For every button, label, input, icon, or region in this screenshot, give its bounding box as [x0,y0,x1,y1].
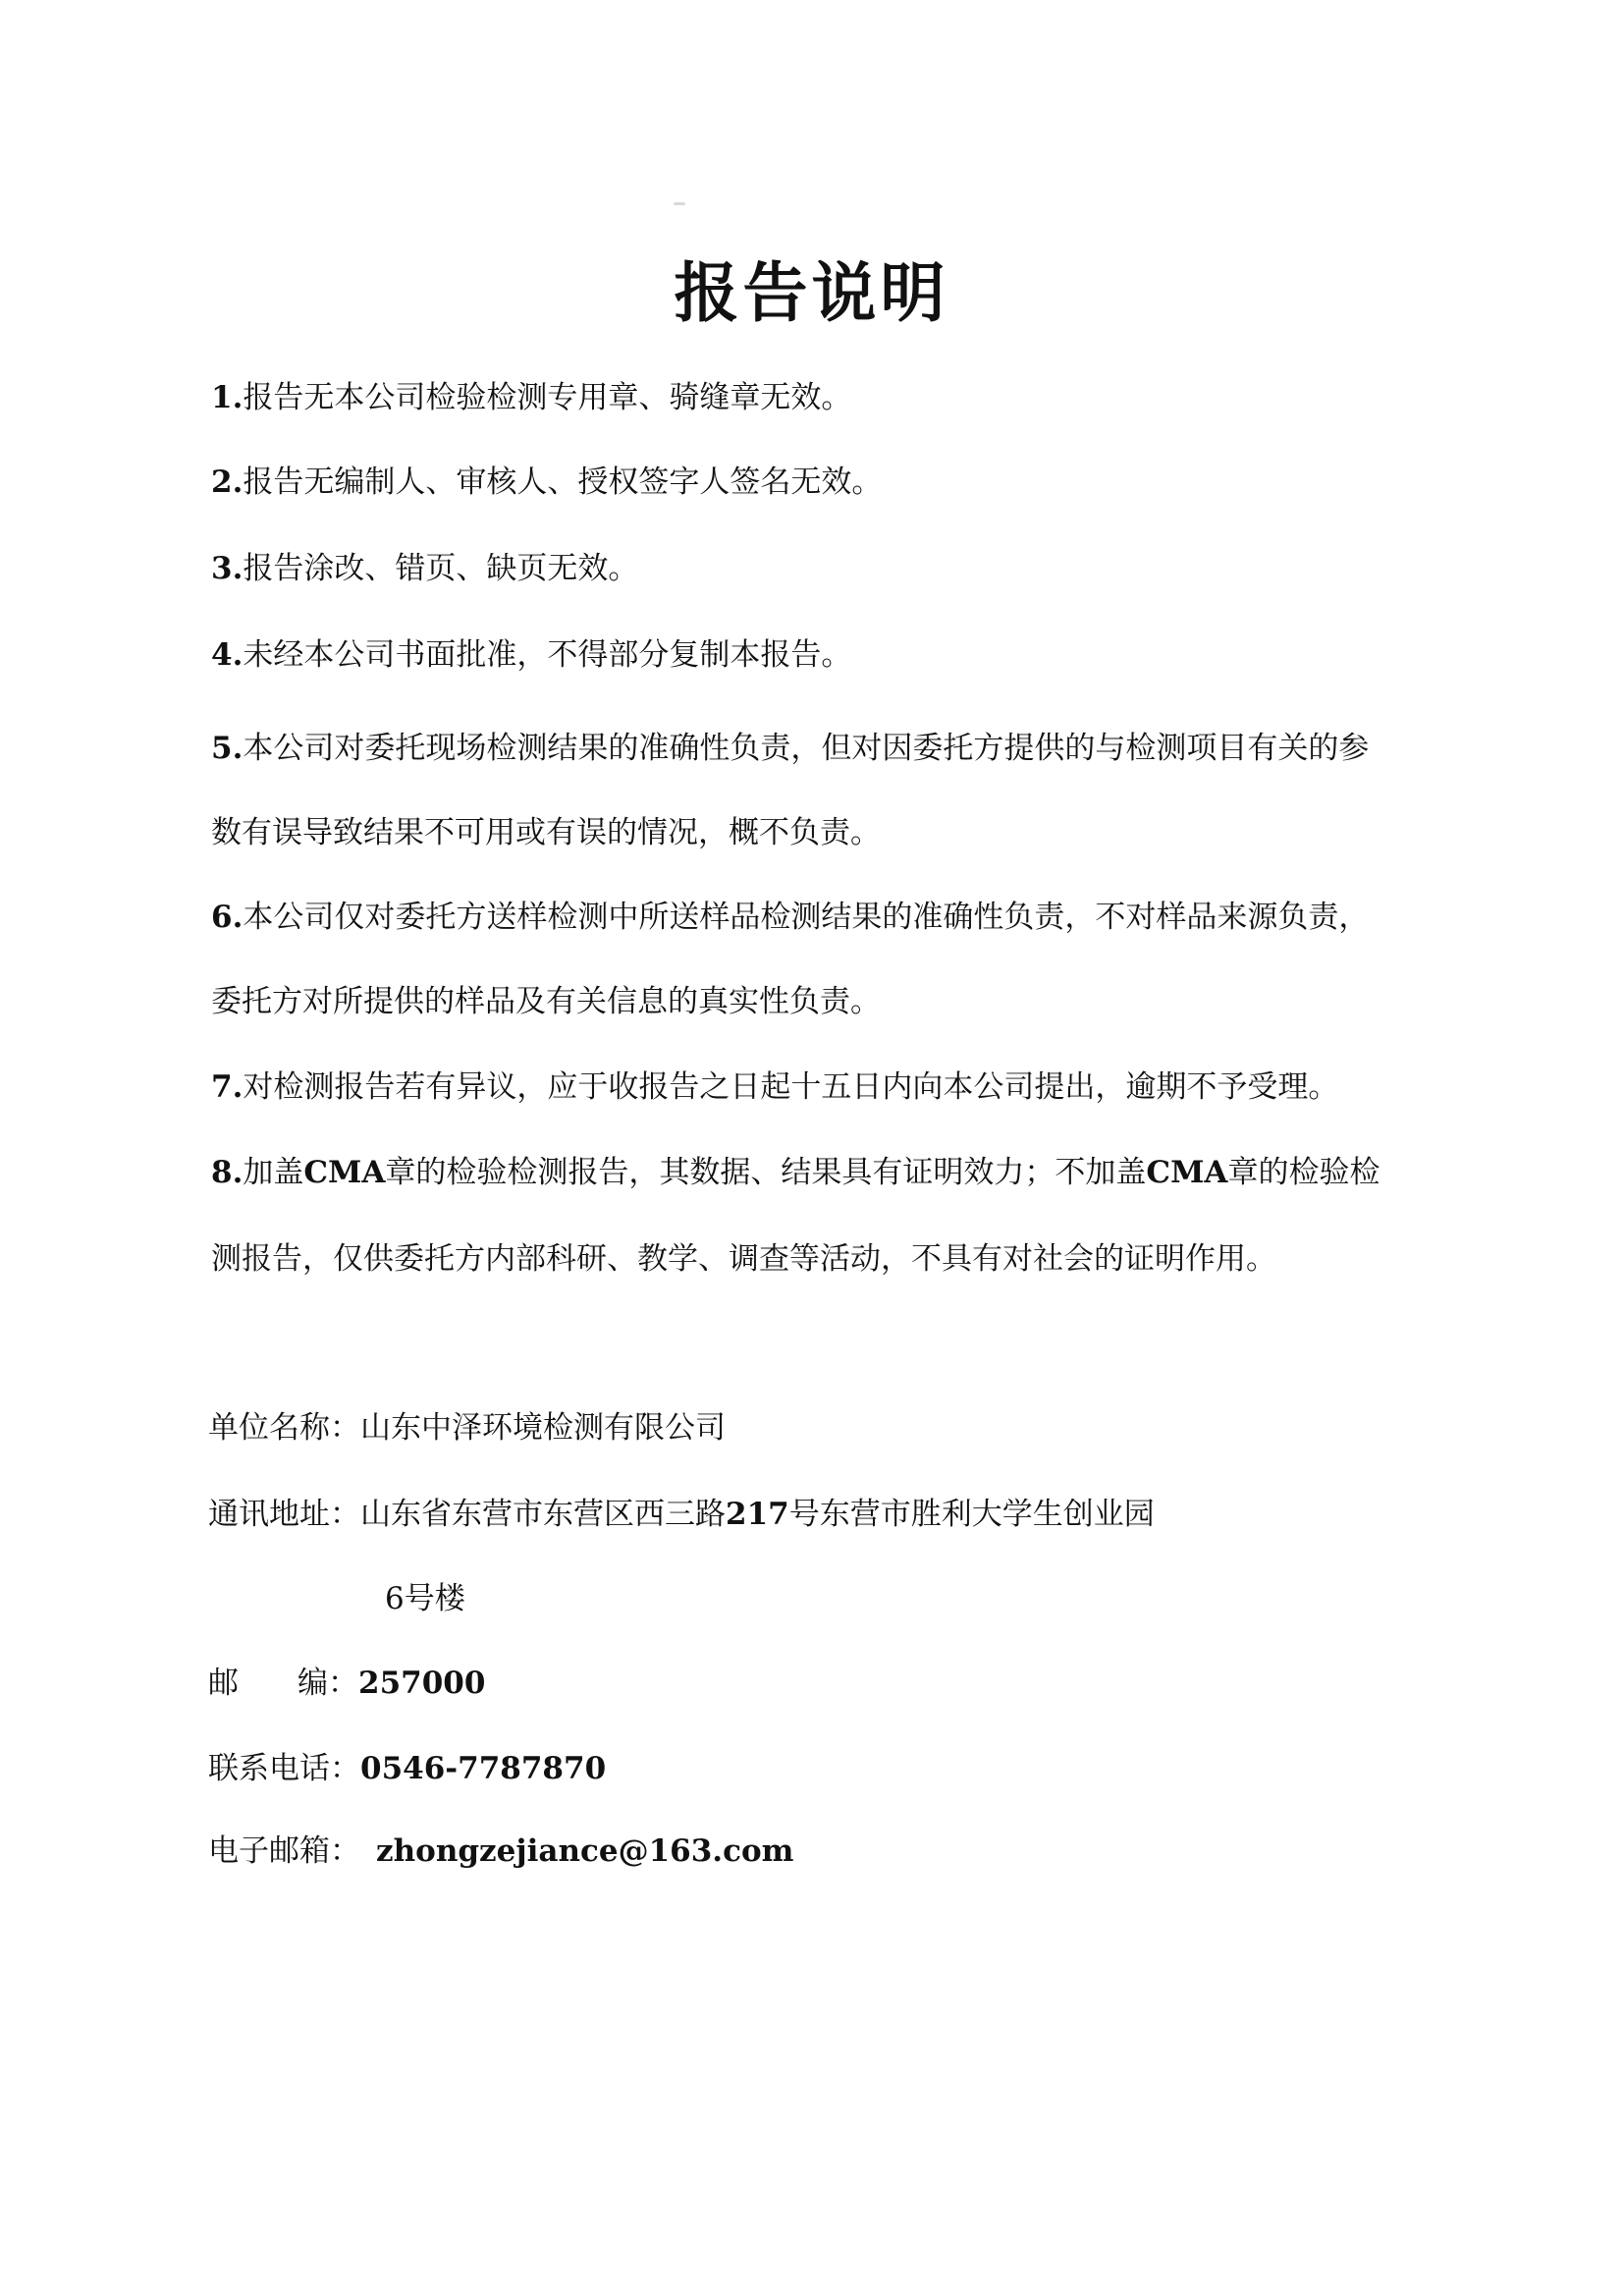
clause-6-continued [211,980,1458,1023]
clause-number: 2. [211,465,243,500]
contact-value: 号东营市胜利大学生创业园 [788,1497,1155,1532]
contact-email [208,1830,793,1873]
contact-unit [208,1406,726,1449]
clause-number: 8. [211,1155,243,1190]
cma-mark-text: CMA [303,1155,386,1190]
contact-phone [208,1747,606,1790]
clause-text: 章的检验检测报告，其数据、结果具有证明效力；不加盖 [385,1155,1147,1190]
contact-label: 编： [298,1666,358,1701]
clause-text: 本公司对委托现场检测结果的准确性负责，但对因委托方提供的与检测项目有关的参 [243,731,1370,766]
clause-text: 报告涂改、错页、缺页无效。 [243,551,639,586]
contact-label: 联系电话： [208,1751,360,1786]
clause-1 [211,376,1458,419]
contact-value: 257000 [358,1666,486,1701]
contact-label: 电子邮箱： [208,1833,360,1869]
page-title: 报告说明 [674,254,949,331]
contact-value: 山东省东营市东营区西三路 [360,1497,726,1532]
clause-number: 3. [211,551,243,586]
cma-mark-text: CMA [1146,1155,1228,1190]
clause-3 [211,547,1458,590]
clause-4 [211,633,1458,677]
clause-8 [211,1151,1458,1194]
contact-postcode [208,1662,485,1705]
clause-text: 报告无编制人、审核人、授权签字人签名无效。 [243,465,883,500]
clause-text: 未经本公司书面批准，不得部分复制本报告。 [243,637,852,673]
contact-address [208,1493,1155,1536]
clause-5-continued [211,811,1458,854]
contact-value: 号楼 [404,1581,465,1616]
clause-text: 对检测报告若有异议，应于收报告之日起十五日内向本公司提出，逾期不予受理。 [243,1069,1339,1105]
contact-address-continued [385,1577,465,1620]
clause-number: 5. [211,731,243,766]
clause-text: 数有误导致结果不可用或有误的情况，概不负责。 [211,815,881,850]
clause-6 [211,896,1458,939]
clause-number: 4. [211,637,243,673]
contact-value: zhongzejiance@163.com [376,1833,794,1869]
clause-5 [211,727,1458,770]
clause-8-continued [211,1237,1458,1281]
clause-2 [211,461,1458,504]
contact-value: 山东中泽环境检测有限公司 [360,1410,726,1446]
contact-value-number: 217 [726,1497,789,1532]
scan-artifact [674,202,685,205]
clause-number: 7. [211,1069,243,1105]
contact-value: 0546-7787870 [360,1751,607,1786]
clause-number: 6. [211,900,243,935]
clause-text: 测报告，仅供委托方内部科研、教学、调查等活动，不具有对社会的证明作用。 [211,1241,1276,1277]
contact-value-number: 6 [385,1581,405,1616]
contact-label: 单位名称： [208,1410,360,1446]
clause-text: 报告无本公司检验检测专用章、骑缝章无效。 [243,380,852,415]
contact-label: 邮 [208,1666,239,1701]
clause-number: 1. [211,380,243,415]
clause-7 [211,1066,1458,1109]
clause-text: 章的检验检 [1227,1155,1380,1190]
contact-label: 通讯地址： [208,1497,360,1532]
clause-text: 加盖 [243,1155,304,1190]
clause-text: 委托方对所提供的样品及有关信息的真实性负责。 [211,984,881,1019]
clause-text: 本公司仅对委托方送样检测中所送样品检测结果的准确性负责，不对样品来源负责， [243,900,1370,935]
